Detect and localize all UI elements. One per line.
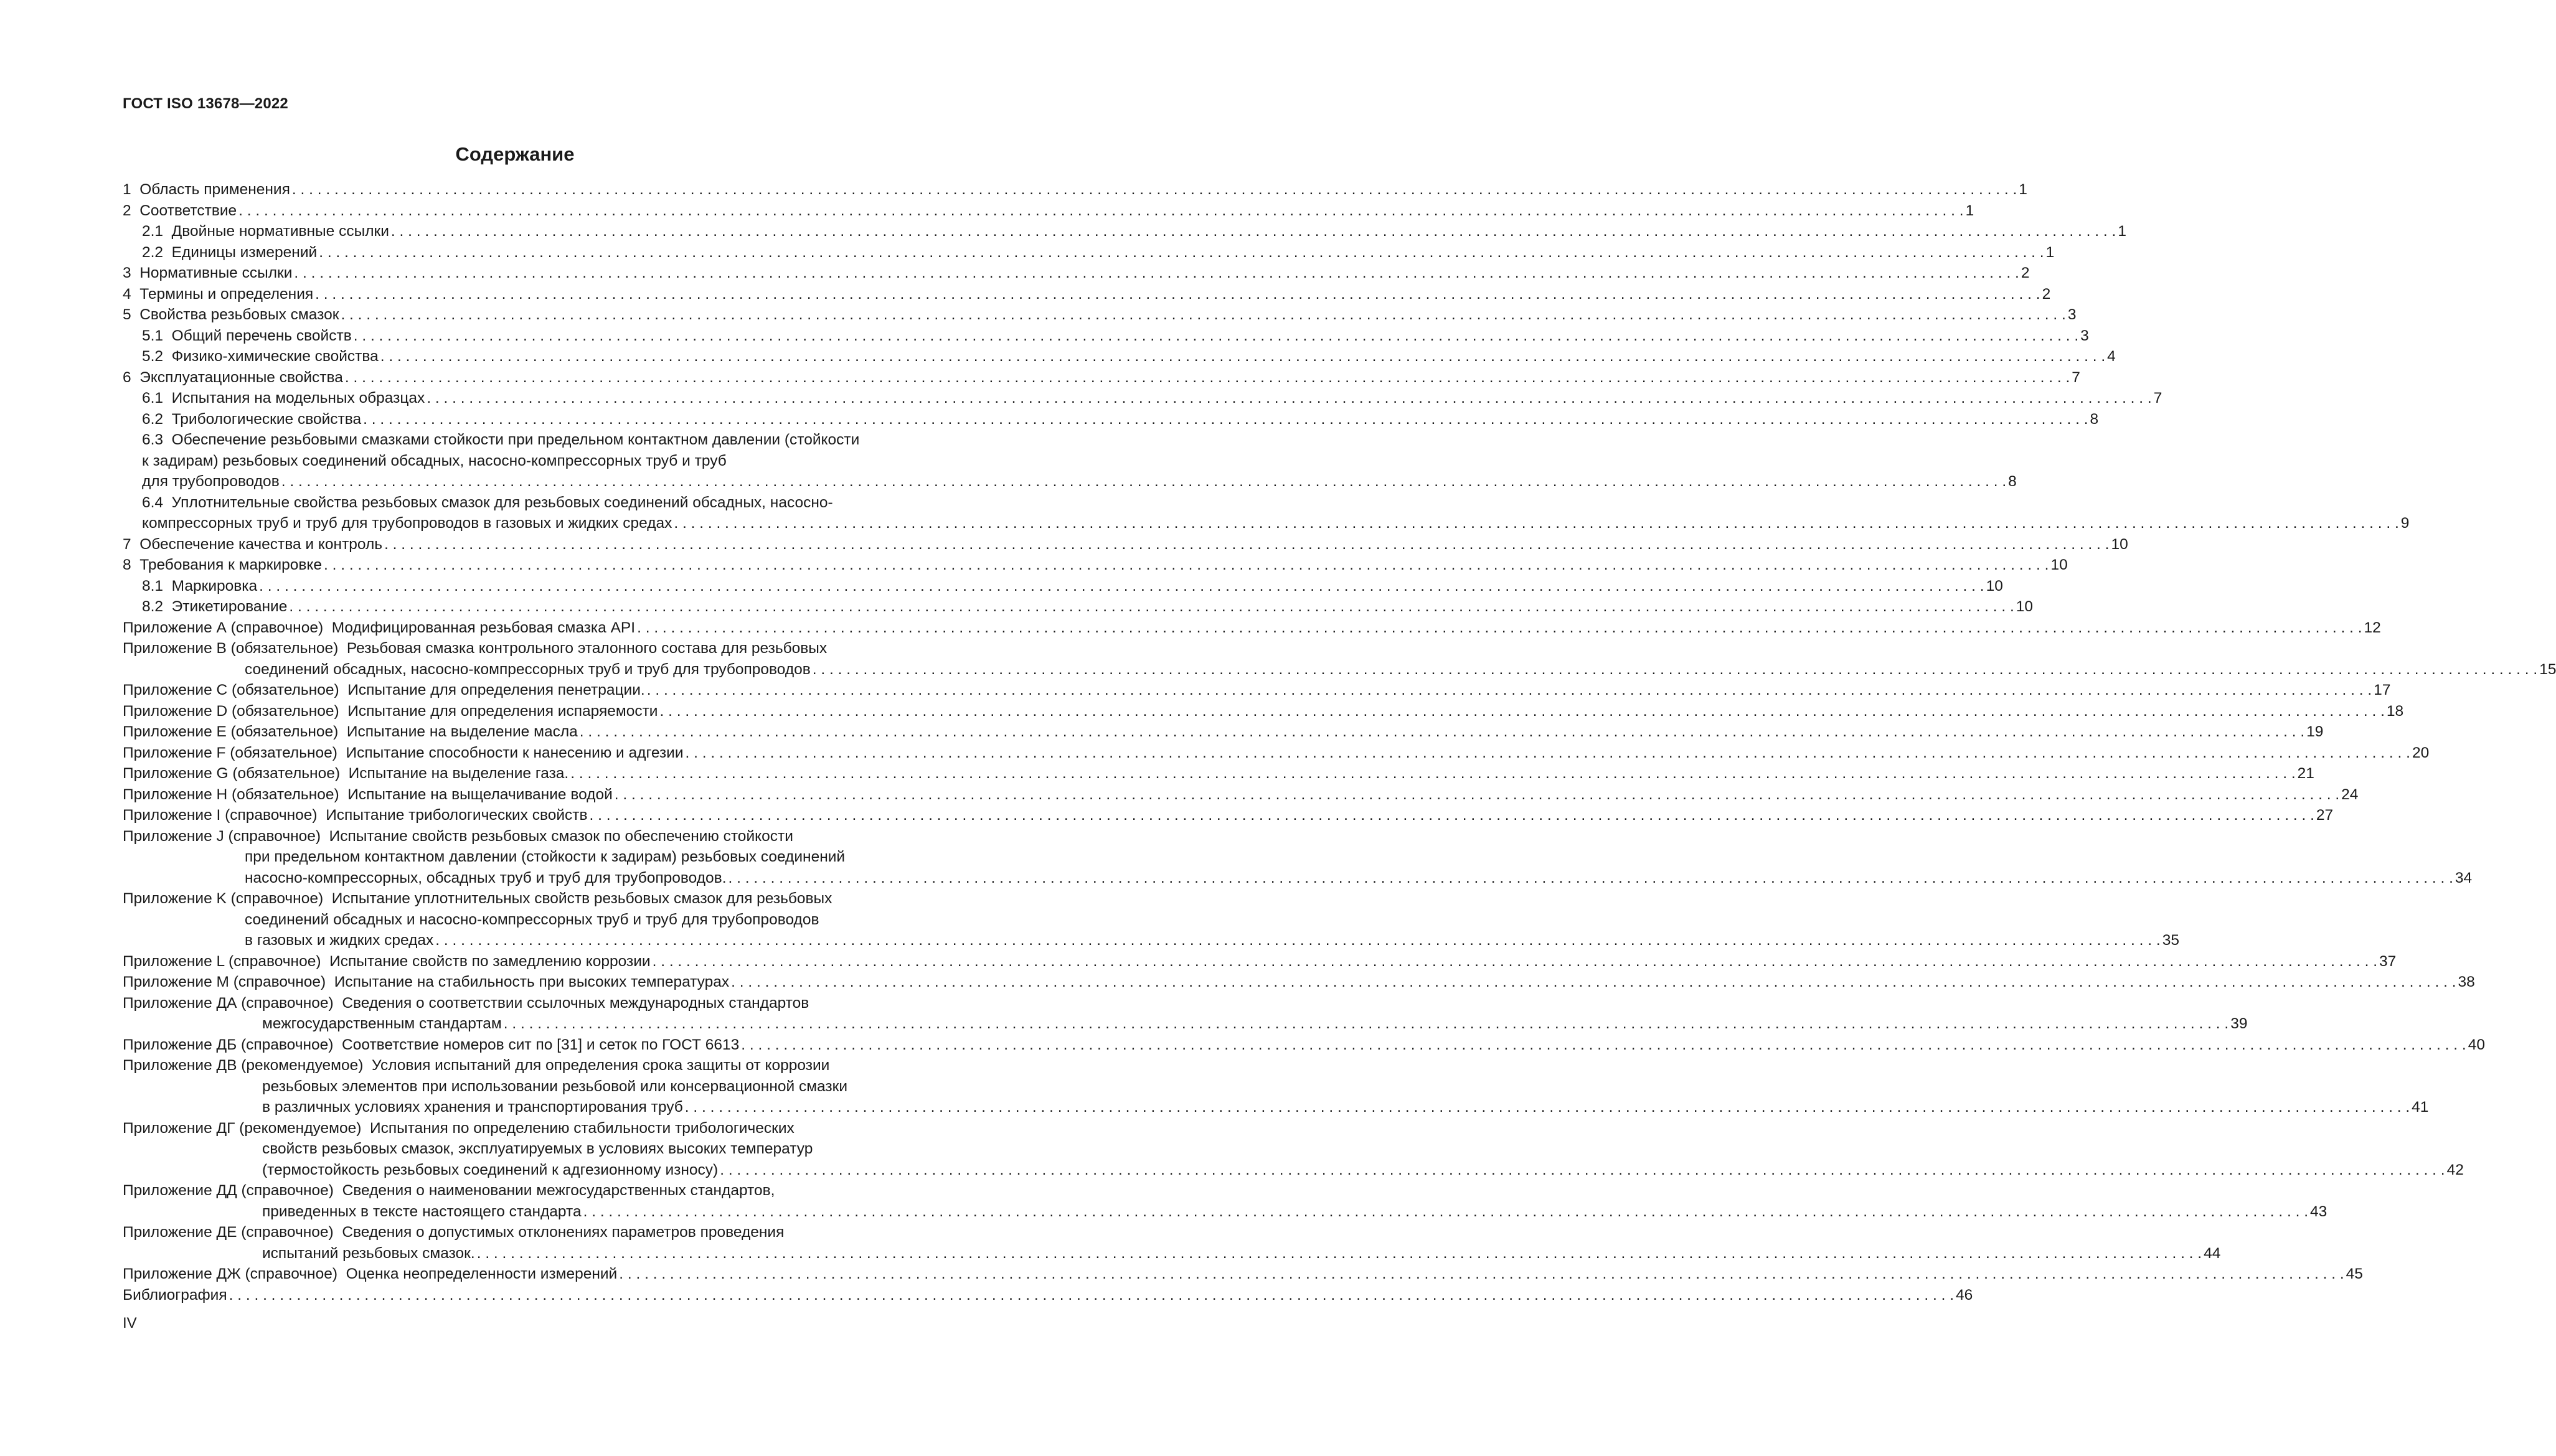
toc-page-number: 34 xyxy=(2455,869,2473,886)
toc-entry[interactable] xyxy=(123,1222,2221,1264)
toc-entry-title: соединений обсадных, насосно-компрессорных труб и труб для трубопроводов xyxy=(245,660,811,678)
toc-entry-title: 2 Соответствие xyxy=(123,202,237,219)
dot-leader xyxy=(739,1035,2468,1056)
toc-entry-title: 5 Свойства резьбовых смазок xyxy=(123,306,339,323)
toc-page-number: 1 xyxy=(2019,181,2027,198)
toc-entry[interactable] xyxy=(123,721,2324,743)
toc-page-number: 35 xyxy=(2162,932,2179,949)
toc-entry-title: Приложение J (справочное) Испытание свойств резьбовых смазок по обеспечению стойкости xyxy=(123,827,793,845)
dot-leader xyxy=(613,784,2341,805)
toc-entry[interactable] xyxy=(123,555,2068,576)
dot-leader xyxy=(568,763,2297,784)
toc-entry[interactable] xyxy=(123,784,2359,805)
toc-entry-title: 8.2 Этикетирование xyxy=(142,598,288,615)
toc-entry-title: к задирам) резьбовых соединений обсадных, насосно-компрессорных труб и труб xyxy=(142,452,727,469)
toc-entry[interactable] xyxy=(123,618,2381,639)
dot-leader xyxy=(227,1285,1956,1306)
dot-leader xyxy=(352,326,2080,347)
toc-entry-title: 2.2 Единицы измерений xyxy=(142,243,318,261)
toc-entry-title: Приложение ДА (справочное) Сведения о соответствии ссылочных международных стандартов xyxy=(123,994,809,1012)
toc-page-number: 43 xyxy=(2310,1203,2327,1220)
dot-leader xyxy=(257,576,1986,597)
toc-entry[interactable] xyxy=(123,221,2126,242)
toc-entry[interactable] xyxy=(123,409,2099,430)
toc-entry-title: соединений обсадных и насосно-компрессорных труб и труб для трубопроводов xyxy=(245,911,819,928)
toc-entry[interactable] xyxy=(123,430,2017,492)
toc-entry[interactable] xyxy=(123,951,2397,972)
toc-page-number: 40 xyxy=(2468,1036,2485,1053)
toc-entry-title: Библиография xyxy=(123,1286,227,1303)
toc-page-number: 10 xyxy=(2050,557,2068,573)
dot-leader xyxy=(729,972,2458,993)
toc-page-number: 41 xyxy=(2412,1099,2429,1115)
toc-entry-title: Приложение ДЖ (справочное) Оценка неопределенности измерений xyxy=(123,1266,618,1282)
toc-entry-title: Приложение ДБ (справочное) Соответствие номеров сит по [31] и сеток по ГОСТ 6613 xyxy=(123,1036,740,1053)
toc-entry-title: испытаний резьбовых смазок. xyxy=(262,1244,475,1262)
toc-entry-title: в различных условиях хранения и транспортирования труб xyxy=(262,1099,683,1115)
toc-entry[interactable] xyxy=(123,1285,1973,1306)
toc-page-number: 3 xyxy=(2080,327,2089,344)
toc-entry[interactable] xyxy=(123,1264,2363,1285)
dot-leader xyxy=(379,346,2107,367)
toc-entry-title: Приложение ДЕ (справочное) Сведения о допустимых отклонениях параметров проведения xyxy=(123,1224,785,1241)
toc-entry-title: 4 Термины и определения xyxy=(123,285,314,303)
toc-entry[interactable] xyxy=(123,263,2030,284)
dot-leader xyxy=(658,701,2387,722)
toc-page-number: 7 xyxy=(2072,369,2080,386)
toc-entry-title: насосно-компрессорных, обсадных труб и труб для трубопроводов. xyxy=(245,869,727,886)
toc-page-number: 4 xyxy=(2107,348,2116,365)
toc-page-number: 7 xyxy=(2153,390,2162,406)
toc-page-number: 39 xyxy=(2230,1015,2248,1032)
dot-leader xyxy=(475,1243,2204,1264)
toc-entry[interactable] xyxy=(123,596,2034,618)
toc-page-number: 42 xyxy=(2446,1161,2464,1178)
toc-page-number: 24 xyxy=(2341,786,2359,803)
toc-entry[interactable] xyxy=(123,993,2248,1035)
toc-entry[interactable] xyxy=(123,534,2128,555)
page-title: Содержание xyxy=(455,143,575,165)
toc-entry-title: приведенных в тексте настоящего стандарта xyxy=(262,1203,582,1220)
toc-page-number: 1 xyxy=(2118,223,2126,240)
toc-entry-title: 8 Требования к маркировке xyxy=(123,557,323,573)
page-number: IV xyxy=(123,1315,137,1332)
toc-entry-title: Приложение ДГ (рекомендуемое) Испытания по определению стабильности трибологических xyxy=(123,1119,795,1137)
toc-entry-title: межгосударственным стандартам xyxy=(262,1015,502,1032)
toc-entry[interactable] xyxy=(123,680,2391,701)
dot-leader xyxy=(635,618,2364,639)
toc-entry-title: 6.3 Обеспечение резьбовыми смазками стойкости при предельном контактном давлении (стойкости xyxy=(142,431,860,448)
toc-entry-title: 6.2 Трибологические свойства xyxy=(142,410,362,428)
dot-leader xyxy=(684,743,2412,764)
dot-leader xyxy=(718,1160,2446,1181)
dot-leader xyxy=(433,930,2162,951)
dot-leader xyxy=(317,242,2045,263)
dot-leader xyxy=(683,1097,2412,1118)
dot-leader xyxy=(292,263,2021,284)
dot-leader xyxy=(582,1201,2310,1223)
toc-page-number: 9 xyxy=(2400,515,2410,532)
toc-entry-title: Приложение С (обязательное) Испытание для определения пенетрации. xyxy=(123,682,645,698)
document-header: ГОСТ ISO 13678—2022 xyxy=(123,95,288,112)
dot-leader xyxy=(651,951,2379,972)
toc-entry-title: Приложение K (справочное) Испытание уплотнительных свойств резьбовых смазок для резьбовых xyxy=(123,890,832,907)
toc-entry[interactable] xyxy=(123,1055,2429,1118)
dot-leader xyxy=(313,284,2042,305)
dot-leader xyxy=(361,409,2090,430)
toc-entry[interactable] xyxy=(123,1118,2464,1181)
toc-page-number: 17 xyxy=(2374,682,2391,698)
toc-entry-title: 6.1 Испытания на модельных образцах xyxy=(142,390,425,406)
dot-leader xyxy=(578,721,2306,743)
toc-entry-title: 2.1 Двойные нормативные ссылки xyxy=(142,223,389,240)
toc-entry-title: Приложение Н (обязательное) Испытание на выщелачивание водой xyxy=(123,786,613,803)
dot-leader xyxy=(425,388,2153,409)
toc-page-number: 8 xyxy=(2090,410,2099,428)
toc-page-number: 38 xyxy=(2458,974,2475,990)
toc-entry[interactable] xyxy=(123,888,2179,951)
dot-leader xyxy=(811,659,2539,680)
toc-entry[interactable] xyxy=(123,200,1974,222)
toc-entry-title: (термостойкость резьбовых соединений к адгезионному износу) xyxy=(262,1161,719,1178)
toc-entry-title: 3 Нормативные ссылки xyxy=(123,265,293,281)
toc-page-number: 27 xyxy=(2316,807,2334,824)
toc-page-number: 12 xyxy=(2364,619,2381,636)
toc-page-number: 2 xyxy=(2021,265,2030,281)
dot-leader xyxy=(343,367,2072,388)
dot-leader xyxy=(287,596,2016,618)
toc-entry-title: резьбовых элементов при использовании резьбовой или консервационной смазки xyxy=(262,1078,848,1095)
toc-entry[interactable] xyxy=(123,701,2404,722)
toc-page-number: 19 xyxy=(2306,723,2324,740)
toc-page-number: 45 xyxy=(2346,1266,2363,1282)
table-of-contents xyxy=(123,179,2556,1305)
dot-leader xyxy=(645,680,2374,701)
toc-page-number: 37 xyxy=(2379,952,2397,970)
toc-entry[interactable] xyxy=(123,826,2473,889)
toc-entry[interactable] xyxy=(123,576,2003,597)
toc-entry[interactable] xyxy=(123,1035,2485,1056)
toc-entry[interactable] xyxy=(123,743,2430,764)
toc-page-number: 10 xyxy=(2111,535,2128,553)
dot-leader xyxy=(322,555,2050,576)
toc-entry-title: Приложение М (справочное) Испытание на стабильность при высоких температурах xyxy=(123,974,730,990)
dot-leader xyxy=(727,868,2455,889)
dot-leader xyxy=(290,179,2019,200)
toc-entry-title: Приложение В (обязательное) Резьбовая смазка контрольного эталонного состава для резьбовых xyxy=(123,640,828,657)
dot-leader xyxy=(237,200,1965,222)
toc-page-number: 3 xyxy=(2067,306,2077,323)
toc-page-number: 15 xyxy=(2539,660,2556,678)
toc-entry-title: 7 Обеспечение качества и контроль xyxy=(123,535,383,553)
toc-entry-title: Приложение I (справочное) Испытание трибологических свойств xyxy=(123,807,588,824)
toc-entry[interactable] xyxy=(123,388,2162,409)
toc-entry[interactable] xyxy=(123,179,2027,200)
toc-entry-title: Приложение А (справочное) Модифицированная резьбовая смазка API xyxy=(123,619,636,636)
toc-page-number: 1 xyxy=(2045,243,2055,261)
toc-page-number: 18 xyxy=(2386,702,2404,720)
dot-leader xyxy=(280,471,2008,492)
toc-page-number: 46 xyxy=(1956,1286,1973,1303)
dot-leader xyxy=(339,304,2067,326)
toc-entry-title: 6.4 Уплотнительные свойства резьбовых смазок для резьбовых соединений обсадных, насосно- xyxy=(142,494,833,511)
dot-leader xyxy=(588,805,2316,826)
toc-entry-title: свойств резьбовых смазок, эксплуатируемых в условиях высоких температур xyxy=(262,1140,813,1157)
toc-entry-title: Приложение ДД (справочное) Сведения о наименовании межгосударственных стандартов, xyxy=(123,1182,775,1199)
toc-entry-title: при предельном контактном давлении (стойкости к задирам) резьбовых соединений xyxy=(245,848,846,865)
toc-page-number: 8 xyxy=(2008,473,2017,490)
toc-page-number: 2 xyxy=(2042,285,2051,303)
dot-leader xyxy=(502,1013,2230,1035)
toc-page-number: 10 xyxy=(1986,577,2003,594)
dot-leader xyxy=(672,513,2400,534)
toc-page-number: 44 xyxy=(2204,1244,2221,1262)
toc-entry-title: компрессорных труб и труб для трубопроводов в газовых и жидких средах xyxy=(142,515,672,532)
toc-entry[interactable] xyxy=(123,972,2475,993)
toc-entry-title: Приложение F (обязательное) Испытание способности к нанесению и адгезии xyxy=(123,744,684,761)
toc-entry-title: 5.2 Физико-химические свойства xyxy=(142,348,379,365)
toc-page-number: 20 xyxy=(2412,744,2430,761)
toc-entry[interactable] xyxy=(123,326,2089,347)
toc-entry-title: Приложение Е (обязательное) Испытание на выделение масла xyxy=(123,723,578,740)
toc-entry-title: Приложение G (обязательное) Испытание на выделение газа. xyxy=(123,765,569,782)
toc-entry-title: в газовых и жидких средах xyxy=(245,932,434,949)
toc-entry-title: 6 Эксплуатационные свойства xyxy=(123,369,343,386)
dot-leader xyxy=(389,221,2118,242)
toc-page-number: 10 xyxy=(2016,598,2034,615)
dot-leader xyxy=(382,534,2111,555)
toc-entry[interactable] xyxy=(123,367,2080,388)
toc-entry[interactable] xyxy=(123,346,2116,367)
toc-entry[interactable] xyxy=(123,1180,2327,1222)
toc-entry-title: Приложение D (обязательное) Испытание для определения испаряемости xyxy=(123,702,658,720)
toc-entry[interactable] xyxy=(123,492,2410,534)
dot-leader xyxy=(617,1264,2346,1285)
toc-entry-title: Приложение L (справочное) Испытание свойств по замедлению коррозии xyxy=(123,952,651,970)
toc-entry[interactable] xyxy=(123,284,2051,305)
toc-entry[interactable] xyxy=(123,805,2334,826)
toc-page-number: 1 xyxy=(1965,202,1974,219)
toc-entry-title: 5.1 Общий перечень свойств xyxy=(142,327,352,344)
toc-entry-title: для трубопроводов xyxy=(142,473,280,490)
toc-entry[interactable] xyxy=(123,304,2077,326)
toc-page-number: 21 xyxy=(2297,765,2314,782)
toc-entry-title: 1 Область применения xyxy=(123,181,290,198)
toc-entry[interactable] xyxy=(123,638,2556,680)
toc-entry-title: Приложение ДВ (рекомендуемое) Условия испытаний для определения срока защиты от коррозии xyxy=(123,1057,830,1074)
toc-entry[interactable] xyxy=(123,763,2314,784)
toc-entry[interactable] xyxy=(123,242,2055,263)
toc-entry-title: 8.1 Маркировка xyxy=(142,577,258,594)
